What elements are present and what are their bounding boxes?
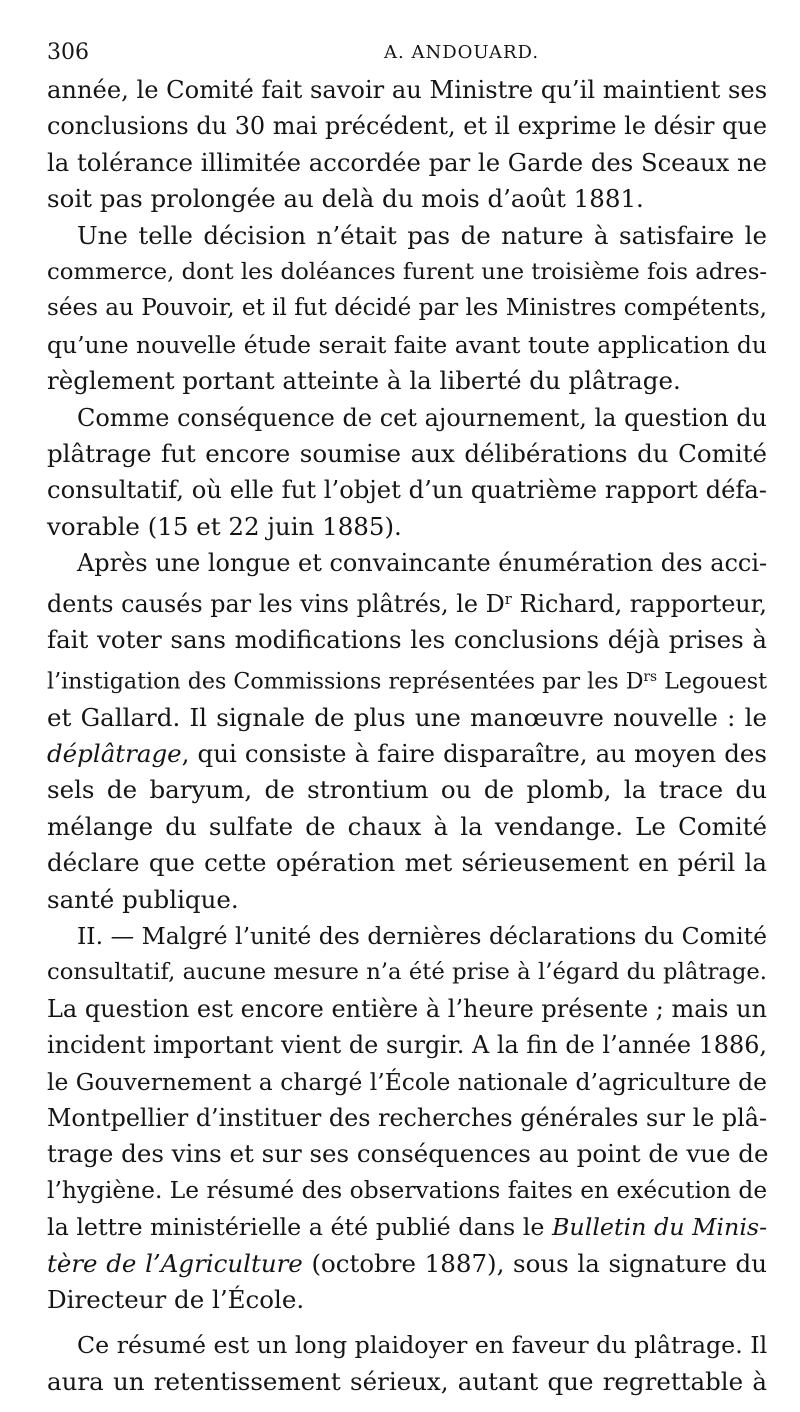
text-line: consultatif, où elle fut l’objet d’un quatrième rapport défa- bbox=[47, 476, 767, 505]
text-line: vorable (15 et 22 juin 1885). bbox=[47, 511, 402, 541]
text-line: fait voter sans modifications les conclusions déjà prises à bbox=[47, 625, 767, 655]
paragraph-1 bbox=[47, 72, 767, 218]
text-line: Une telle décision n’était pas de nature à satisfaire le bbox=[77, 220, 767, 250]
text-line: sels de baryum, de strontium ou de plomb, la trace du bbox=[47, 775, 767, 805]
text-line: l’hygiène. Le résumé des observations faites en exécution de bbox=[47, 1176, 768, 1204]
italic-title: Bulletin du Minis- bbox=[551, 1213, 768, 1242]
text-line: consultatif, aucune mesure n’a été prise à l’égard du plâtrage. bbox=[47, 959, 767, 986]
text-line: santé publique. bbox=[47, 884, 239, 914]
text-line: Montpellier d’instituer des recherches générales sur le plâ- bbox=[47, 1104, 767, 1133]
text-line: qu’une nouvelle étude serait faite avant toute application du bbox=[47, 330, 767, 359]
text-run: l’instigation des Commissions représentées par les D bbox=[47, 668, 644, 695]
superscript: r bbox=[504, 590, 512, 608]
italic-title: tère de l’Agriculture bbox=[47, 1248, 303, 1278]
text-line: Directeur de l’École. bbox=[47, 1285, 305, 1315]
text-line: II. — Malgré l’unité des dernières déclarations du Comité bbox=[77, 922, 767, 950]
paragraph-4 bbox=[47, 545, 767, 918]
text-line: le Gouvernement a chargé l’École nationale d’agriculture de bbox=[47, 1067, 767, 1096]
text-line: la tolérance illimitée accordée par le Garde des Sceaux ne bbox=[47, 147, 767, 177]
text-line: mélange du sulfate de chaux à la vendange. Le Comité bbox=[47, 811, 767, 841]
text-line: Après une longue et convaincante énumération des acci- bbox=[77, 549, 768, 578]
text-line bbox=[47, 736, 767, 772]
text-run: Legouest bbox=[657, 668, 767, 695]
text-line: La question est encore entière à l’heure présente ; mais un bbox=[47, 994, 767, 1023]
text-run: Richard, rapporteur, bbox=[511, 589, 767, 618]
text-line: trage des vins et sur ses conséquences au point de vue de bbox=[47, 1139, 769, 1169]
text-run: (octobre 1887), sous la signature du bbox=[302, 1248, 767, 1278]
text-line bbox=[47, 1246, 767, 1282]
superscript: rs bbox=[643, 668, 658, 685]
text-line: soit pas prolongée au delà du mois d’août 1881. bbox=[47, 184, 644, 214]
text-line: incident important vient de surgir. A la fin de l’année 1886, bbox=[47, 1031, 767, 1060]
page-number: 306 bbox=[47, 40, 89, 65]
text-line: année, le Comité fait savoir au Ministre qu’il maintient ses bbox=[47, 76, 768, 104]
paragraph-6 bbox=[47, 1327, 767, 1400]
paragraph-5 bbox=[47, 918, 767, 1318]
text-line: commerce, dont les doléances furent une troisième fois adres- bbox=[47, 259, 768, 286]
text-line: aura un retentissement sérieux, autant que regrettable à bbox=[47, 1366, 767, 1396]
paragraph-2 bbox=[47, 218, 767, 400]
text-run: la lettre ministérielle a été publié dans le bbox=[47, 1213, 552, 1242]
text-line: et Gallard. Il signale de plus une manœuvre nouvelle : le bbox=[47, 702, 767, 732]
text-line: conclusions du 30 mai précédent, et il exprime le désir que bbox=[47, 112, 767, 141]
text-line: plâtrage fut encore soumise aux délibérations du Comité bbox=[47, 439, 767, 469]
italic-term: déplâtrage bbox=[47, 738, 182, 768]
text-line: Comme conséquence de cet ajournement, la question du bbox=[77, 403, 767, 432]
text-line bbox=[47, 1209, 767, 1245]
running-head: A. ANDOUARD. bbox=[384, 42, 540, 63]
text-line: sées au Pouvoir, et il fut décidé par les Ministres compétents, bbox=[47, 295, 767, 322]
text-line: déclare que cette opération met sérieusement en péril la bbox=[47, 848, 767, 878]
body-text bbox=[47, 72, 767, 1400]
text-line bbox=[47, 582, 767, 623]
text-line: règlement portant atteinte à la liberté du plâtrage. bbox=[47, 366, 681, 396]
text-line bbox=[47, 659, 767, 700]
text-run: dents causés par les vins plâtrés, le D bbox=[47, 589, 505, 618]
paragraph-3 bbox=[47, 400, 767, 546]
text-run: , qui consiste à faire disparaître, au moyen des bbox=[181, 738, 767, 768]
page-header bbox=[47, 40, 760, 70]
text-line: Ce résumé est un long plaidoyer en faveur du plâtrage. Il bbox=[77, 1331, 768, 1360]
